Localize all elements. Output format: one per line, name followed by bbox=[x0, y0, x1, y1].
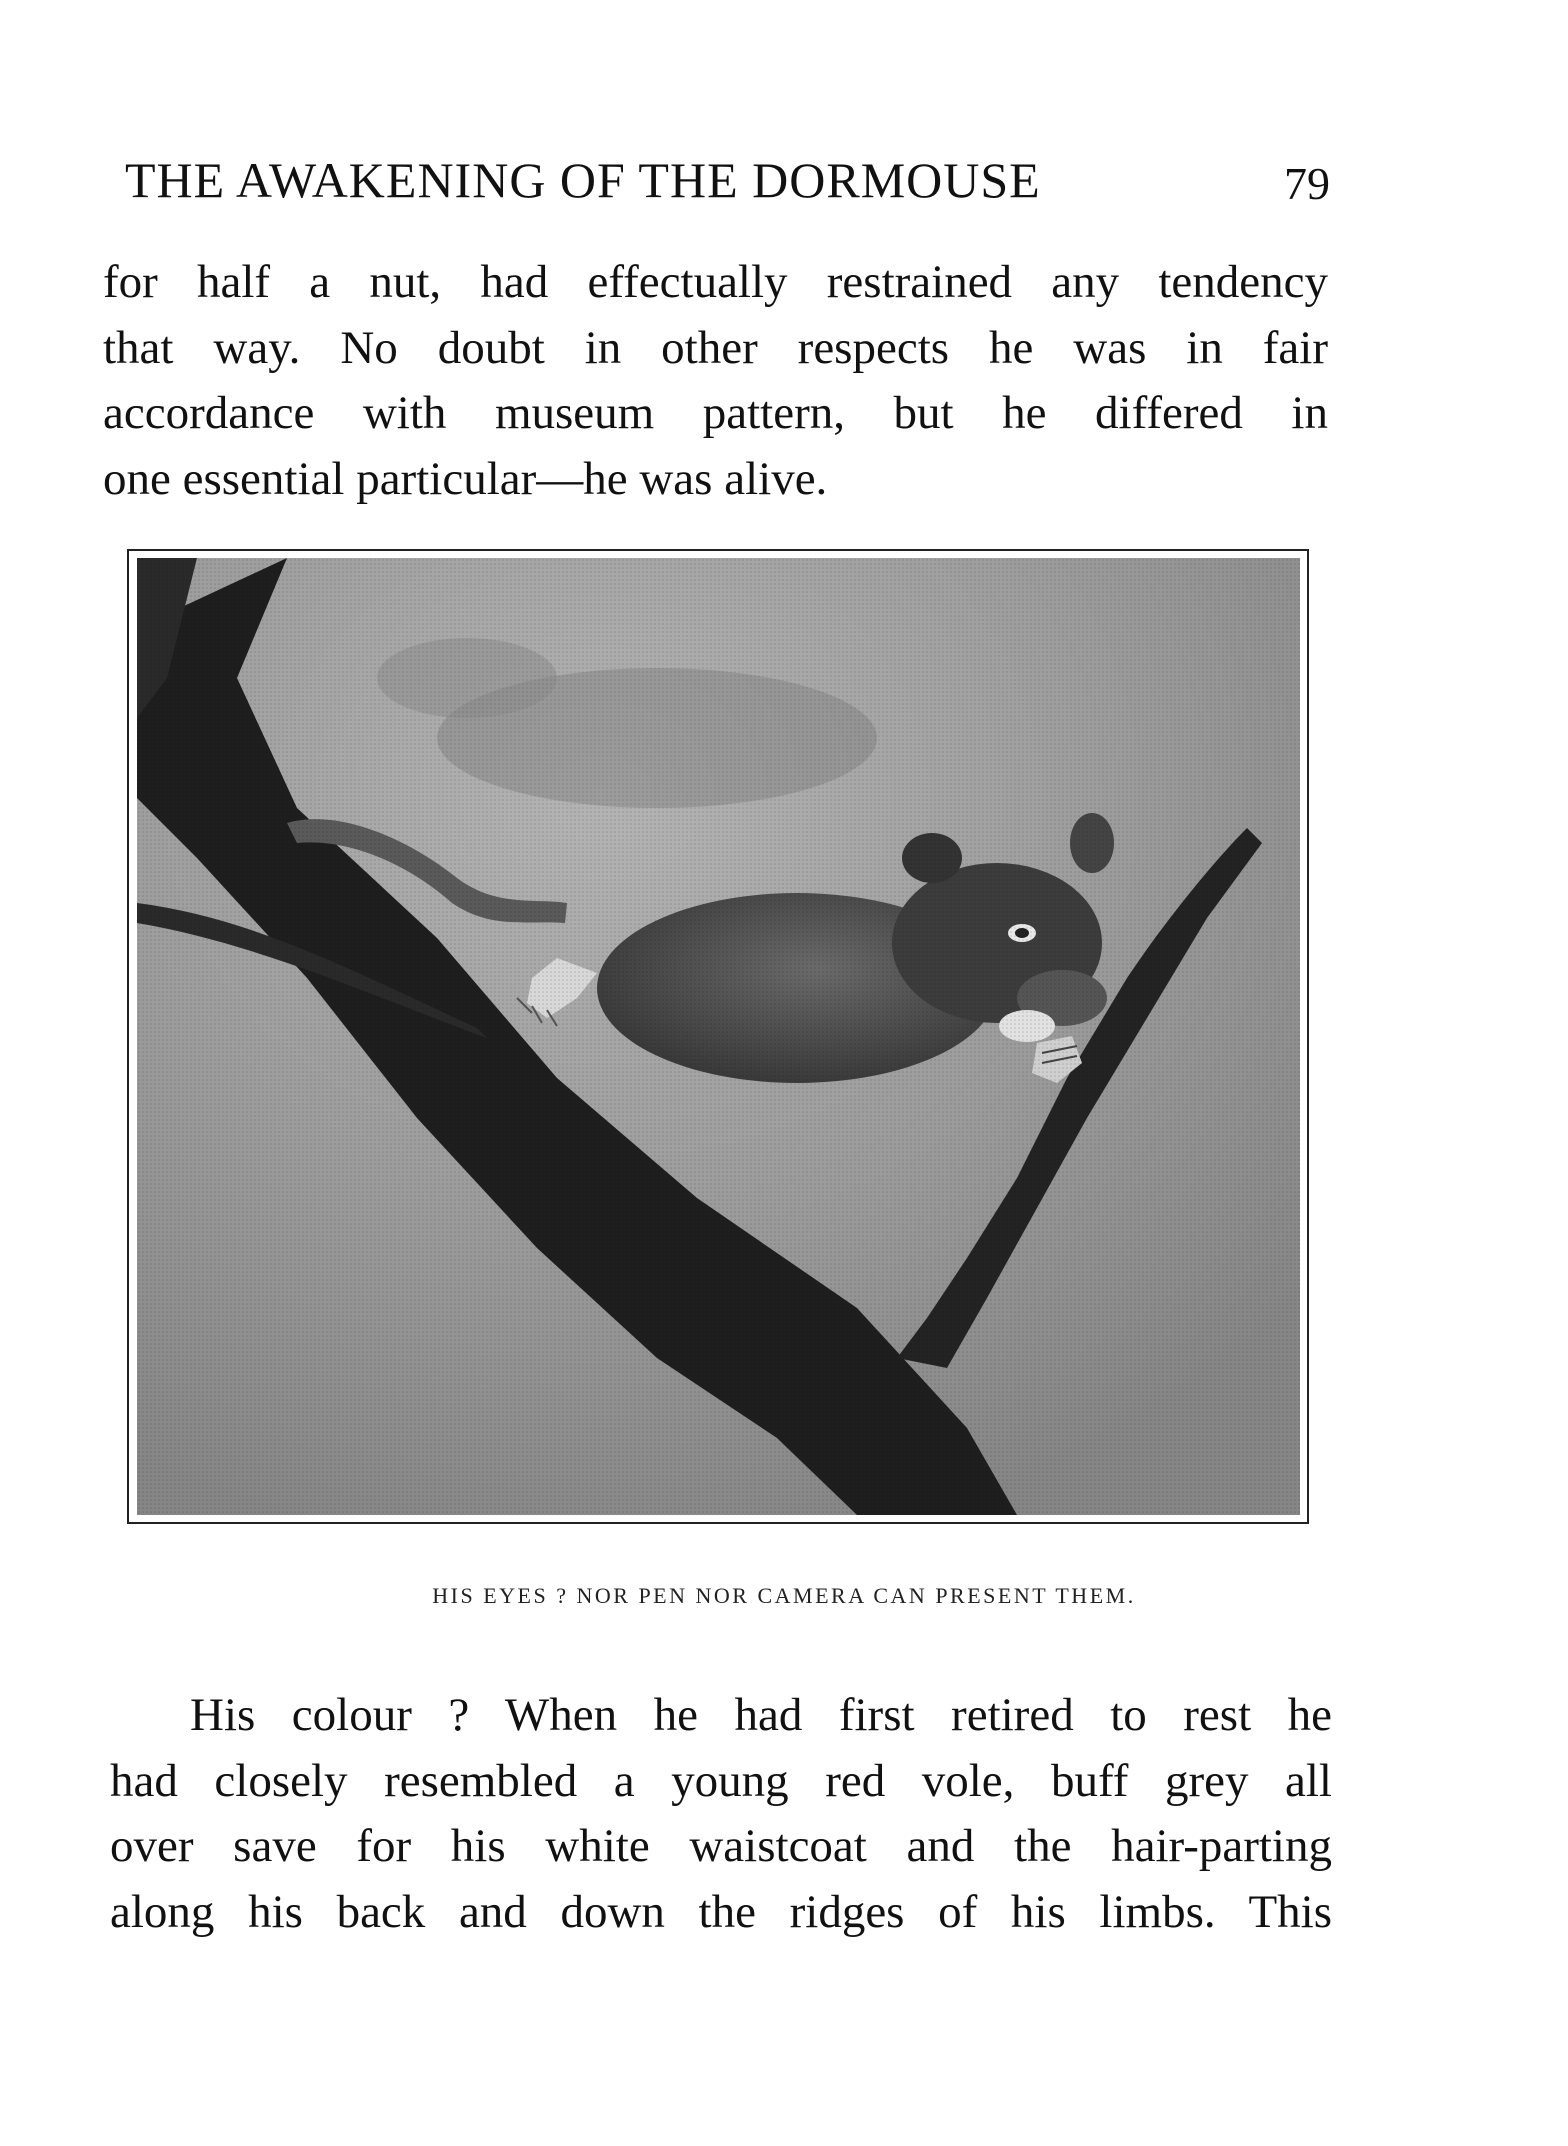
text-line: His colour ? When he had first retired to rest he bbox=[190, 1689, 1332, 1741]
text-line: accordance with museum pattern, but he differed in bbox=[103, 387, 1328, 439]
running-title: THE AWAKENING OF THE DORMOUSE bbox=[125, 152, 1041, 208]
paragraph-top bbox=[103, 250, 1328, 512]
text-line: for half a nut, had effectually restrained any tendency bbox=[103, 256, 1328, 308]
paragraph-bottom bbox=[110, 1683, 1332, 1945]
text-line: that way. No doubt in other respects he was in fair bbox=[103, 321, 1328, 374]
running-head bbox=[125, 150, 1330, 210]
plate-caption: HIS EYES ? NOR PEN NOR CAMERA CAN PRESENT THEM. bbox=[432, 1583, 1136, 1608]
text-line: along his back and down the ridges of his limbs. This bbox=[110, 1885, 1332, 1938]
page-number: 79 bbox=[1284, 158, 1330, 209]
text-line: had closely resembled a young red vole, buff grey all bbox=[110, 1754, 1332, 1807]
photo-plate bbox=[127, 549, 1309, 1524]
text-line: over save for his white waistcoat and the hair-parting bbox=[110, 1820, 1332, 1872]
dormouse-photograph bbox=[137, 558, 1300, 1515]
text-line: one essential particular—he was alive. bbox=[103, 452, 828, 505]
